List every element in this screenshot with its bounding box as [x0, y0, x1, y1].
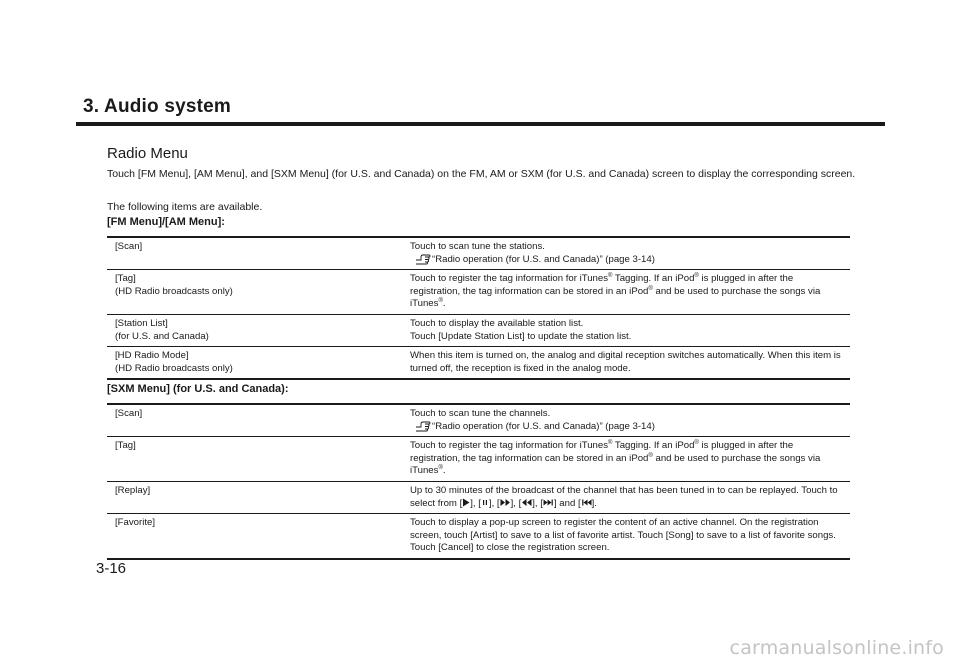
- chapter-rule: [76, 122, 885, 126]
- table-row: [107, 237, 850, 270]
- tag-desc-part: Touch to register the tag information for iTunes: [410, 273, 609, 285]
- item-description: [406, 347, 850, 380]
- registered-mark: ®: [438, 465, 443, 472]
- tag-desc-part: Tagging. If an iPod: [612, 440, 695, 452]
- hd-radio-mode-qualifier: (HD Radio broadcasts only): [115, 362, 233, 374]
- replay-sep: ], [: [470, 497, 481, 509]
- item-name: [107, 347, 406, 380]
- scan-reference-text: “Radio operation (for U.S. and Canada)” (page 3-14): [432, 420, 655, 432]
- replay-label: [Replay]: [115, 484, 151, 496]
- station-list-qualifier: (for U.S. and Canada): [115, 330, 209, 342]
- tag-label: [Tag]: [115, 440, 136, 452]
- tag-desc-part: .: [442, 298, 446, 310]
- item-name: [107, 437, 406, 482]
- table-row: [107, 437, 850, 482]
- pointing-hand-icon: [415, 421, 431, 432]
- hd-radio-mode-desc: When this item is turned on, the analog and digital reception switches automatically. When this item is turned off, the reception is fixed in the analog mode.: [410, 350, 841, 374]
- tag-desc-part: is plugged in after the registration, the tag information can be stored in an iPod: [410, 440, 794, 464]
- item-description: [406, 514, 850, 559]
- item-description: [406, 237, 850, 270]
- tag-desc-part: is plugged in after the registration, the tag information can be stored in an iPod: [410, 273, 794, 297]
- skip-forward-icon: [543, 498, 554, 507]
- favorite-label: [Favorite]: [115, 517, 155, 529]
- table-row: [107, 270, 850, 315]
- replay-sep: ], [: [532, 497, 543, 509]
- station-list-desc-1: Touch to display the available station list.: [410, 317, 584, 329]
- tag-qualifier: (HD Radio broadcasts only): [115, 285, 233, 297]
- sxm-menu-heading: [SXM Menu] (for U.S. and Canada):: [107, 383, 289, 395]
- rewind-icon: [521, 498, 532, 507]
- table-row: [107, 404, 850, 437]
- section-title: Radio Menu: [107, 145, 188, 162]
- registered-mark: ®: [648, 452, 653, 459]
- page-reference: [410, 421, 846, 434]
- station-list-label: [Station List]: [115, 317, 168, 329]
- tag-desc-part: and be used to purchase the songs via iTunes: [410, 285, 821, 310]
- registered-mark: ®: [648, 285, 653, 292]
- fm-am-menu-table: [107, 236, 850, 380]
- item-name: [107, 481, 406, 513]
- replay-end: ].: [591, 497, 597, 509]
- item-name: [107, 314, 406, 346]
- item-name: [107, 404, 406, 437]
- scan-label: [Scan]: [115, 241, 143, 252]
- item-name: [107, 514, 406, 559]
- intro-paragraph: Touch [FM Menu], [AM Menu], and [SXM Menu] (for U.S. and Canada) on the FM, AM or SXM (for U.S. and Canada) screen to display the corresponding screen.: [107, 168, 856, 180]
- registered-mark: ®: [608, 273, 613, 280]
- item-name: [107, 237, 406, 270]
- pointing-hand-icon: [415, 254, 431, 265]
- registered-mark: ®: [694, 273, 699, 280]
- scan-description: Touch to scan tune the channels.: [410, 408, 551, 419]
- page-reference: [410, 254, 846, 267]
- page-number: 3-16: [96, 560, 127, 577]
- replay-and: ] and [: [553, 497, 581, 509]
- tag-desc-part: Touch to register the tag information for iTunes: [410, 440, 609, 452]
- replay-sep: ], [: [510, 497, 522, 509]
- item-description: [406, 437, 850, 482]
- tag-desc-part: and be used to purchase the songs via iTunes: [410, 452, 821, 477]
- scan-reference-text: “Radio operation (for U.S. and Canada)” (page 3-14): [432, 253, 655, 265]
- scan-description: Touch to scan tune the stations.: [410, 241, 545, 252]
- item-description: [406, 481, 850, 513]
- watermark: carmanualsonline.info: [729, 637, 944, 659]
- fm-am-menu-heading: [FM Menu]/[AM Menu]:: [107, 216, 225, 228]
- tag-label: [Tag]: [115, 273, 136, 285]
- table-row: [107, 314, 850, 346]
- item-name: [107, 270, 406, 315]
- table-row: [107, 514, 850, 559]
- item-description: [406, 314, 850, 346]
- scan-label: [Scan]: [115, 408, 143, 419]
- favorite-desc: Touch to display a pop-up screen to register the content of an active channel. On the registration screen, touch [Artist] to save to a list of favorite artist. Touch [Song] to save to a list of favorite songs. Touch [Cancel] to close the registration screen.: [410, 517, 836, 554]
- registered-mark: ®: [438, 298, 443, 305]
- registered-mark: ®: [608, 440, 613, 447]
- available-items-text: The following items are available.: [107, 201, 263, 213]
- item-description: [406, 404, 850, 437]
- table-row: [107, 481, 850, 513]
- chapter-title: 3. Audio system: [83, 96, 232, 117]
- pause-icon: [481, 498, 489, 507]
- table-row: [107, 347, 850, 380]
- tag-desc-part: Tagging. If an iPod: [612, 273, 695, 285]
- registered-mark: ®: [694, 440, 699, 447]
- sxm-menu-table: [107, 403, 850, 560]
- tag-desc-part: .: [442, 465, 446, 477]
- replay-sep: ], [: [488, 497, 500, 509]
- hd-radio-mode-label: [HD Radio Mode]: [115, 350, 189, 362]
- station-list-desc-2: Touch [Update Station List] to update the station list.: [410, 330, 632, 342]
- replay-desc: Up to 30 minutes of the broadcast of the channel that has been tuned in to can be replayed. Touch to select from [: [410, 484, 838, 509]
- fast-forward-icon: [500, 498, 511, 507]
- skip-back-icon: [581, 498, 592, 507]
- item-description: [406, 270, 850, 315]
